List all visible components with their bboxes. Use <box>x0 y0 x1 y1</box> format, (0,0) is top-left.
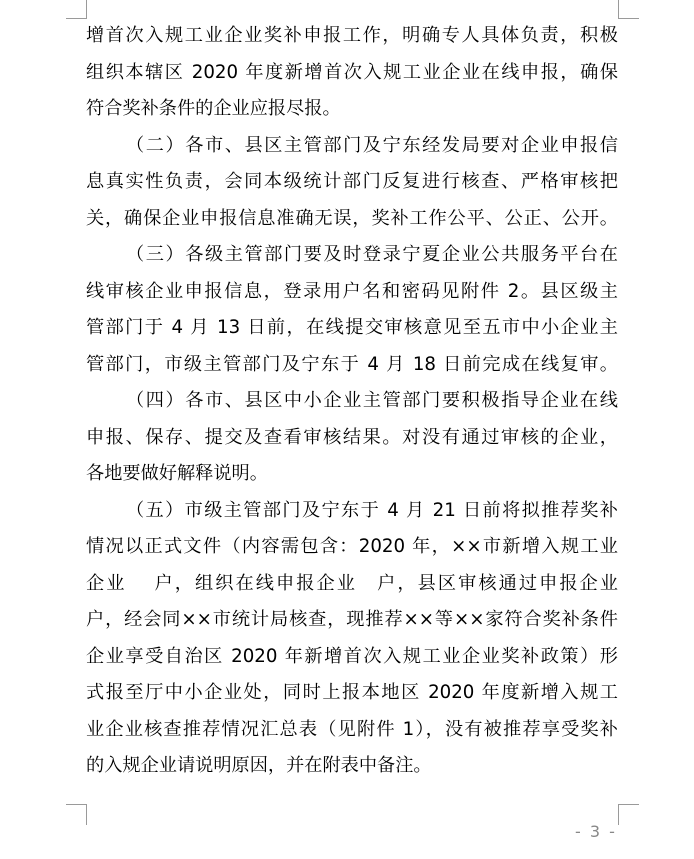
text-line: 各地要做好解释说明。 <box>86 463 268 484</box>
text-line: 户，经会同××市统计局核查，现推荐××等××家符合奖补条件 <box>86 609 618 630</box>
text-line: 符合奖补条件的企业应报尽报。 <box>86 98 341 119</box>
paragraph-first-line: （四）各市、县区中小企业主管部门要积极指导企业在线 <box>126 390 618 411</box>
paragraph-first-line: （二）各市、县区主管部门及宁东经发局要对企业申报信 <box>126 134 618 156</box>
margin-mark-top-left <box>66 0 87 19</box>
text-line: 线审核企业申报信息，登录用户名和密码见附件 2。县区级主 <box>86 280 618 302</box>
text-line: 息真实性负责，会同本级统计部门反复进行核查、严格审核把 <box>86 171 618 192</box>
text-line: 情况以正式文件（内容需包含：2020 年，××市新增入规工业 <box>86 536 618 557</box>
text-line: 企业享受自治区 2020 年新增首次入规工业企业奖补政策）形 <box>86 645 618 667</box>
text-line: 管部门于 4 月 13 日前，在线提交审核意见至五市中小企业主 <box>86 317 618 338</box>
text-line: 式报至厅中小企业处，同时上报本地区 2020 年度新增入规工 <box>86 682 618 703</box>
margin-mark-bottom-left <box>66 804 87 825</box>
text-line: 管部门，市级主管部门及宁东于 4 月 18 日前完成在线复审。 <box>86 353 618 375</box>
text-line: 的入规企业请说明原因，并在附表中备注。 <box>86 755 432 776</box>
paragraph-first-line: （五）市级主管部门及宁东于 4 月 21 日前将拟推荐奖补 <box>126 499 618 521</box>
text-line: 组织本辖区 2020 年度新增首次入规工业企业在线申报，确保 <box>86 61 618 83</box>
text-line: 关，确保企业申报信息准确无误，奖补工作公平、公正、公开。 <box>86 207 618 229</box>
text-line: 申报、保存、提交及查看审核结果。对没有通过审核的企业， <box>86 426 618 448</box>
text-line: 企业 户，组织在线申报企业 户，县区审核通过申报企业 <box>86 572 618 594</box>
margin-mark-top-right <box>618 0 639 19</box>
document-body <box>86 18 618 785</box>
page-number: - 3 - <box>575 822 617 841</box>
text-line: 增首次入规工业企业奖补申报工作，明确专人具体负责，积极 <box>86 25 618 46</box>
text-line: 业企业核查推荐情况汇总表（见附件 1），没有被推荐享受奖补 <box>86 718 618 740</box>
paragraph-first-line: （三）各级主管部门要及时登录宁夏企业公共服务平台在 <box>126 244 618 265</box>
